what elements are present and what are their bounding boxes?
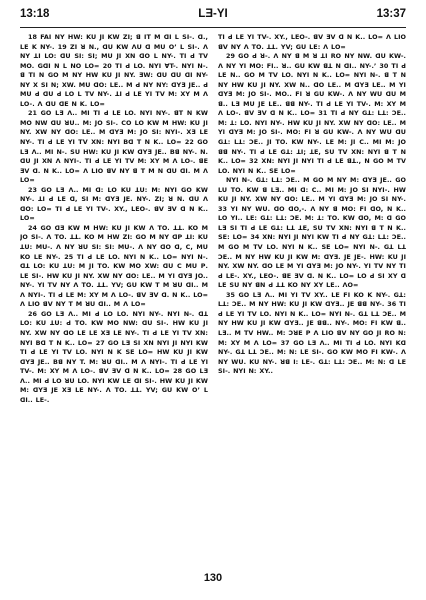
left-column — [20, 33, 208, 567]
header-book-title: LƎ-YI — [198, 8, 228, 20]
header-chapter-verse-end: 13:37 — [376, 8, 406, 20]
paragraph: 35 GO LƎ Ʌ.. MI YI TV XY.. LE FI KO K NY-. Gꓕ: Lꓕ: ƆE.. M NY HW: KU JI KW ꓷYƎ.. JE ꓭꓭ NY-. 36 TI ꓒ LE YI TV LO. NYI N K.. LO= NYI N-. Gꓕ Lꓕ ƆE.. M NY HW KU JI KW ꓷYƎ.. JE ꓭꓭ.. NY-. MO: FI KW ꓭ.. LƎ.. M TV HW.. M: ƆꓤE ꓑ Ʌ LIO ꓭV NY GO JI RO N: M: XY M Ʌ LO= 37 GO LƎ Ʌ.. MI TI ꓒ LO. NYI Kꓷ NY-. Gꓕ Lꓕ ƆE.. M: N: LE SI-. GO KW MO FI KW-. Ʌ NY WU. KU NY-. ꓤꓭ I: LE-. Gꓕ: Lꓕ: ƆE.. M: N: ꓷ LE SI-. NYI N: XY.. — [218, 290, 406, 376]
paragraph: TI ꓒ LE YI TV-. XY., LEO-. ꓭV ƎV ꓷ N K.. LO= Ʌ LIO ꓭV NY Ʌ TO. ꓕꓕ. YV; GU LE: Ʌ LO= — [218, 33, 406, 51]
paragraph: 24 GO ꓷƎ KW M HW: KU JI KW Ʌ TO. ꓕꓕ. KO M JO SI-. Ʌ TO. ꓕꓕ. KO M HW ZI: GO M NY ꓷP ꓕI: KU ꓕU: MU-. Ʌ NY ꓤU SI: SI: MU-. Ʌ NY ꓷO ꓷ, C, MU KO LE NY-. 25 TI ꓒ LE LO. NYI N K.. LO= NYI N-. ꓷꓕ LO: KU ꓕU: M JI TO. KW MO XW: ꓷU C MU ꓑ. LE SI-. HW KU JI NY. XW NY ꓷO: LE.. M YI ꓷYƎ JO.. NY-. YI TV NY Ʌ TO. ꓕꓕ. YV; GU KW T M ꓤU ꓷI.. M Ʌ NYI-. TI ꓒ LE M: XY M Ʌ LO-. ꓭV ƎV ꓷ. N K.. LO= Ʌ LIO ꓭV NY T M ꓤU ꓷI.. M Ʌ LO= — [20, 223, 208, 309]
right-column — [218, 33, 406, 567]
text-columns — [20, 33, 406, 567]
paragraph: 26 GO LƎ Ʌ.. MI ꓒ LO LO. NYI NY-. NYI N-. ꓷꓕ LO: KU ꓕU: ꓒ TO. KW MO NW: ꓷU SI-. HW KU JI NY. XW NY ꓷO LE LE XƎ LE NY-. TI ꓒ LE YI TV XN: NYI Bꓷ T N K.. LO= 27 GO LƎ SI XN NYI JI NYI KW TI ꓒ LE YI TV LO. NYI N K SE LO= HW KU JI KW ꓷYƎ JE.. Bꓭ NY T. M: ꓤU ꓷI.. M Ʌ NYI-. TI ꓒ LE YI TV-. M: XY M Ʌ LO-. ꓭV ƎV ꓷ N K.. LO= 28 GO LƎ Ʌ.. MI ꓒ LO ꓤU LO. NYI KW LE ꓷI SI-. HW KU JI KW M: ꓷYƎ JE XƎ LE NY-. Ʌ TO. ꓕꓕ. YV; GU KW Oʼ L ꓷI.. LE-. — [20, 309, 208, 404]
header-chapter-verse-start: 13:18 — [20, 8, 50, 20]
paragraph: NYI N-. Gꓕ: Lꓕ: ƆE.. M GO M NY M: ꓷYƎ JE.. GO LU TO. KW ꓭ LƎ.. MI ꓷ: C.. MI M: JO SI NYI-. HW KU JI NY. XW NY ꓷO: LE.. M YI ꓷYƎ M: JO SI NY-. 33 YI NY WU. ꓷO ꓷO,-. Ʌ NY ꓭ MO: FI ꓷO, N K.. LO YI.. LE: Gꓕ: Lꓕ: ƆE. M: ꓕ: TO. KW ꓷO, M: ꓷ GO LƎ SI TI ꓒ LE Gꓕ: Lꓕ ꓕE, SU TV XN: NYI ꓭ T N K.. SE: LO= 34 XN: NYI JI NYI KW TI ꓒ NY Gꓕ: Lꓕ: ƆE.. M GO M TV LO. NYI N K.. SE LO= NYI N-. Gꓕ Lꓕ ƆE.. M NY HW KU JI KW M: ꓷYƎ. JE JE-. HW: KU JI NY. XW NY. ꓷO LE M YI ꓷYƎ M: JO NY-. YI TV NY TI ꓒ LE-. XY., LEO-. ꓭE ƎV ꓷ. N K.. LO= LO ꓒ SI XY ꓷ LE SU NY ꓭN ꓒ ꓕꓕ KO NY XY LE.. ꓥO= — [218, 176, 406, 290]
paragraph: 23 GO LƎ Ʌ.. MI ꓷ: LO KU ꓕU: M: NYI GO KW NY-. ꓕI ꓒ LE ꓷ, SI M: ꓷYƎ JE. NY-. ZI; ꓤ N. ꓷU Ʌ ꓷO: LO= TI ꓒ LE YI TV-. XY., LEO-. ꓭV ƎV ꓷ N K.. LO= — [20, 185, 208, 223]
header-rule — [20, 27, 406, 28]
page-number: 130 — [203, 572, 223, 584]
paragraph: 29 GO ꓒ ꓤ-. Ʌ NY ꓭ M ꓤ ꓕI RO NY NW. ꓷU KW-. Ʌ NY YI MO: FI.. ꓤ.. GU KW ꓭꓕ N ꓷI.. NY-.ʼ 30 TI ꓒ LE N.. GO M TV LO. NYI N K.. LO= NYI N-. ꓭ T N NY HW KU JI NY. XW N.. ꓷO LE.. M ꓷYƎ LE.. M YI ꓷYƎ M: JO SI-. MO.. FI ꓤ GU KW-. Ʌ NY WU ꓷU M ꓭ.. LƎ MU JE LE.. ꓭꓭ NY-. TI ꓒ LE YI TV-. M: XY M Ʌ LO-. ꓭV ƎV ꓷ N K.. LO= 31 TI ꓒ NY Gꓕ: Lꓕ: ƆE.. M: ꓕ: LO. NYI NY-. HW KU JI NY. XW NY ꓷO: LE.. M YI ꓷYƎ M: JO SI-. MO: FI ꓤ GU KW-. Ʌ NY WU ꓷU Gꓕ: Lꓕ: ƆE.. JI TO. KW NY-. LE M: JI C.. MI M: JO ꓭꓭ NY-. TI ꓒ LE Gꓕ: ꓕI; ꓕE, SU TV XN: NYI ꓭ T N K.. LO= 32 XN: NYI JI NYI TI ꓒ LE ꓭꓕ., N GO M TV LO. NYI N K.. SE LO= — [218, 52, 406, 175]
paragraph: 21 GO LƎ Ʌ.. MI TI ꓒ LE LO. NYI NY-. ꓭT N KW MO NW ꓷU ꓤU.. M: JO SI-. CO LO KW M HW: KU JI NY. XW NY ꓷO: LE.. M ꓷYƎ M: JO SI: NYI-. XƎ LE NY-. TI ꓒ LE YI TV XN: NYI Bꓷ T N K.. LO= 22 GO LƎ Ʌ.. MI N-. SU HW: KU JI KW ꓷYƎ JE.. Bꓭ NY-. N. ꓷU JI XN Ʌ NYI-. TI ꓒ LE YI TV M: XY M Ʌ LO-. ꓭE ƎV ꓷ. N K.. LO= Ʌ LIO ꓭV NY ꓭ T M N ꓷU ꓷI. M Ʌ LO= — [20, 109, 208, 185]
paragraph: 18 FAI NY HW: KU JI KW ZI; ꓭ IT M ꓷI L SI-. ꓷ., LE K NY-. 19 ZI ꓤ N., ꓷU KW ɅU ꓷ MU Oʼ L SI-. Ʌ NY ꓕI LO: ꓷU SI: SI; MU JI XN ꓷO L NY-. TI ꓒ TV MO. GꓷI N L NO LO= 20 TI ꓒ LO. NYI ꓯT-. NYI N-. ꓭ TI N GO M NY HW KU JI NY. ƎW: ꓷU ꓷU ꓷI NY- NY X SI N; XW. MU ꓷO: LE.. M ꓒ NY NY: ꓷYƎ JE.. ꓒ MU ꓒ ꓷU ꓒ LO L TV NY-. ꓕI ꓒ LE YI TV M: XY M Ʌ LO-. Ʌ ꓷU ꓷE N K. LO= — [20, 33, 208, 108]
